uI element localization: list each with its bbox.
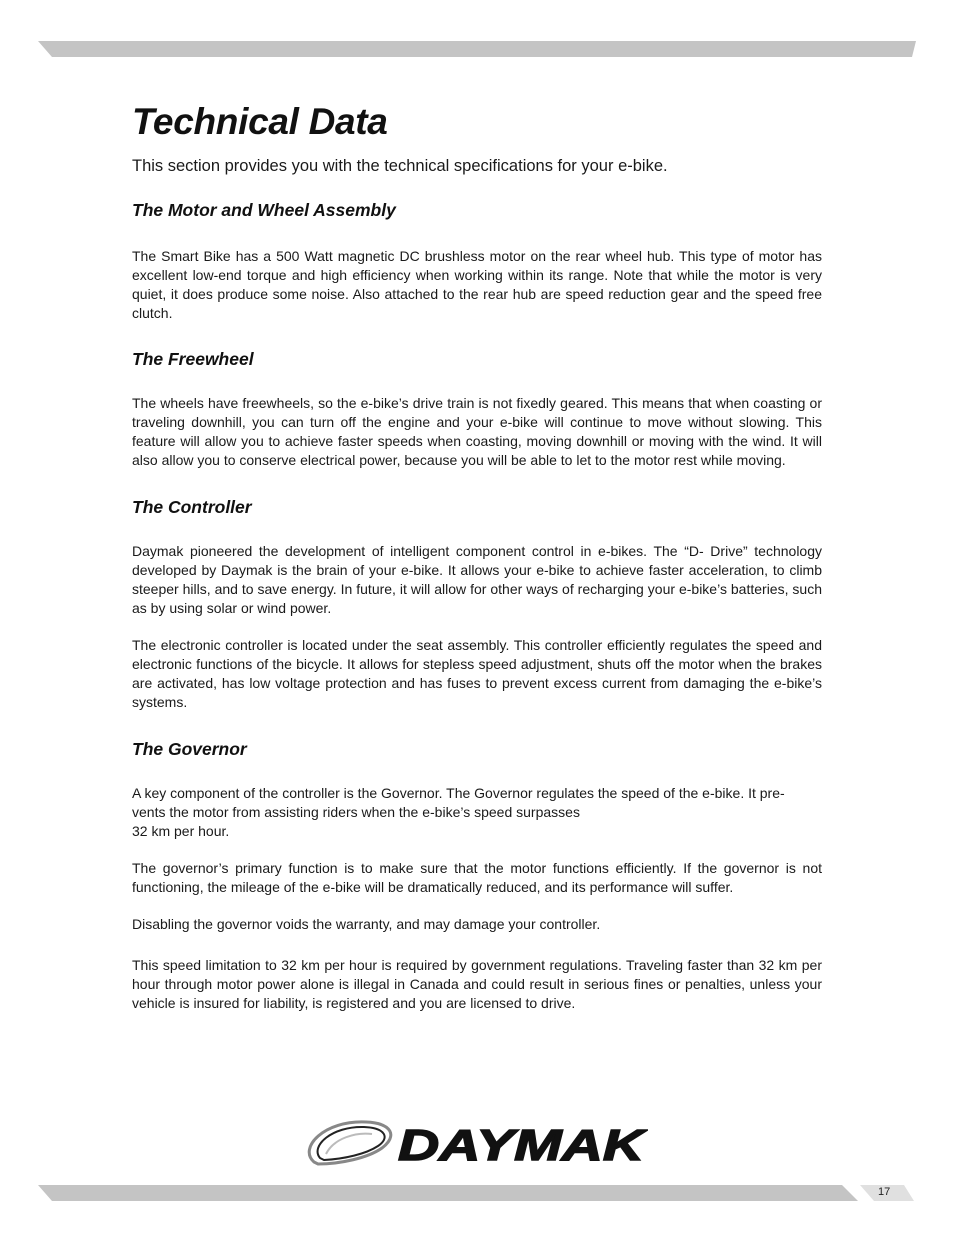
page-number: 17 [878, 1186, 891, 1198]
page-title: Technical Data [132, 101, 388, 142]
intro-text: This section provides you with the technical specifications for your e-bike. [132, 157, 668, 175]
governor-p1-line3: 32 km per hour. [132, 823, 230, 839]
swoosh-icon [309, 1122, 391, 1164]
header-bar [38, 41, 916, 57]
governor-p1-line1: A key component of the controller is the Governor. The Governor regulates the speed of the e-bike. It pre- [132, 785, 785, 801]
section-heading-governor: The Governor [132, 739, 247, 759]
footer-bar [38, 1185, 858, 1201]
section-heading-motor: The Motor and Wheel Assembly [132, 200, 396, 220]
section-heading-freewheel: The Freewheel [132, 349, 254, 369]
controller-paragraph-2: The electronic controller is located under the seat assembly. This controller efficiently regulates the speed and electronic functions of the bicycle. It allows for stepless speed adjustment, shuts off the motor when the brakes are activated, has low voltage protection and has fuses to prevent excess current from damaging the e-bike’s systems. [132, 637, 822, 710]
governor-paragraph-1 [132, 784, 822, 841]
logo-wordmark: DAYMAK [398, 1121, 648, 1168]
governor-paragraph-3: Disabling the governor voids the warranty, and may damage your controller. [132, 916, 601, 932]
daymak-logo [306, 1114, 648, 1168]
governor-p1-line2: vents the motor from assisting riders when the e-bike’s speed surpasses [132, 804, 580, 820]
governor-paragraph-2: The governor’s primary function is to make sure that the motor functions efficiently. If the governor is not functioning, the mileage of the e-bike will be dramatically reduced, and its performance will suffer. [132, 860, 822, 895]
controller-paragraph-1: Daymak pioneered the development of intelligent component control in e-bikes. The “D- Drive” technology developed by Daymak is the brain of your e-bike. It allows your e-bike to achieve faster acceleration, to climb steeper hills, and to save energy. In future, it will allow for other ways of recharging your e-bike’s batteries, such as by using solar or wind power. [132, 543, 822, 616]
section-heading-controller: The Controller [132, 497, 252, 517]
main-content [132, 96, 822, 1013]
freewheel-paragraph: The wheels have freewheels, so the e-bike’s drive train is not fixedly geared. This means that when coasting or traveling downhill, you can turn off the engine and your e-bike will continue to move without slowing. This feature will allow you to achieve faster speeds when coasting, moving downhill or moving with the wind. It will also allow you to conserve electrical power, because you will be able to let to the motor rest while moving. [132, 395, 822, 468]
motor-paragraph: The Smart Bike has a 500 Watt magnetic DC brushless motor on the rear wheel hub. This type of motor has excellent low-end torque and high efficiency when working within its range. Note that while the motor is very quiet, it does produce some noise. Also attached to the rear hub are speed reduction gear and the speed free clutch. [132, 248, 822, 321]
governor-paragraph-4: This speed limitation to 32 km per hour is required by government regulations. Traveling faster than 32 km per hour through motor power alone is illegal in Canada and could result in serious fines or penalties, unless your vehicle is insured for liability, is registered and you are licensed to drive. [132, 957, 822, 1011]
